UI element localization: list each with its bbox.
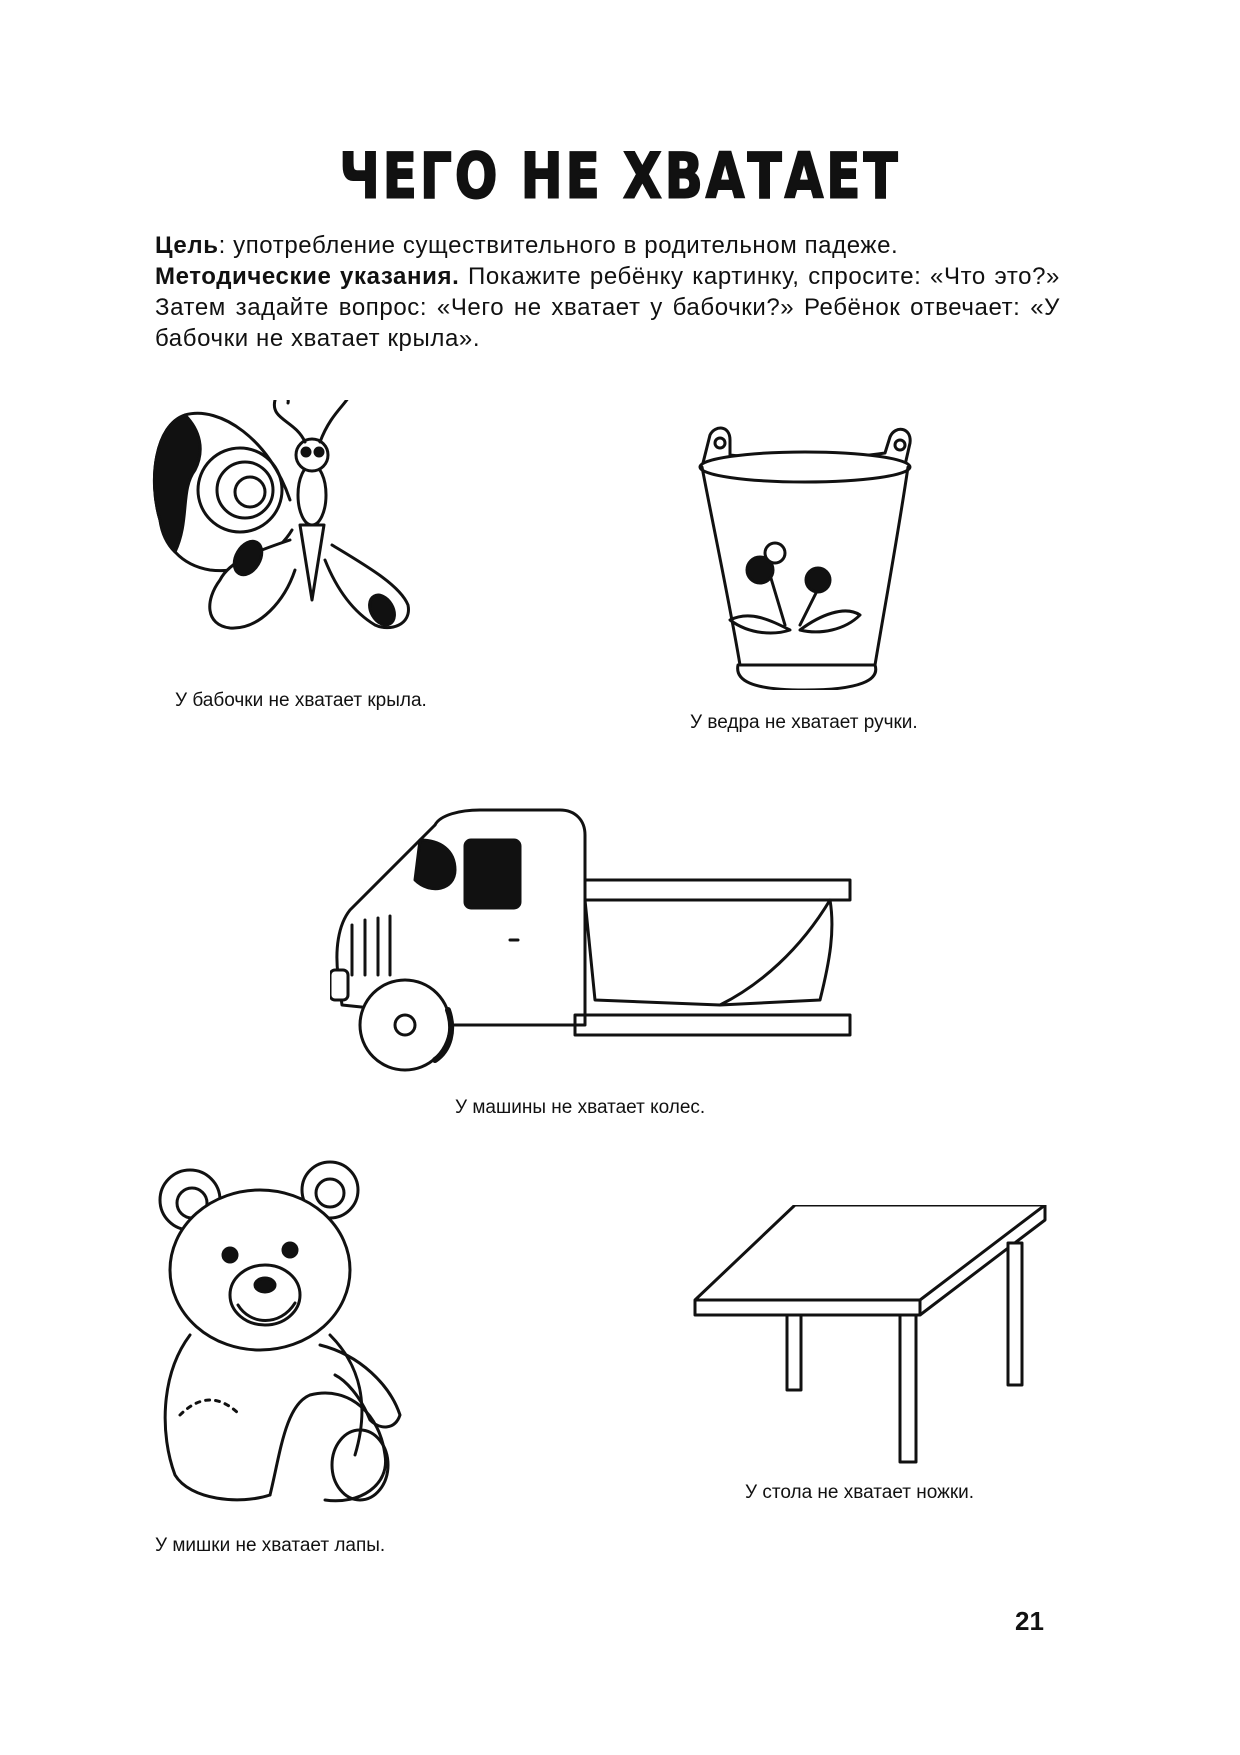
table-icon (690, 1205, 1050, 1470)
method-label: Методические указания. (155, 263, 460, 290)
goal-text: : употребление существительного в родительном падеже. (218, 232, 899, 259)
teddy-bear-caption: У мишки не хватает лапы. (155, 1535, 386, 1556)
page-number: 21 (1015, 1606, 1044, 1636)
truck-caption: У машины не хватает колес. (455, 1097, 706, 1118)
method-text: Покажите ребёнку картинку, спросите: «Что это?» Затем задайте вопрос: «Чего не хватает у бабочки?» Ребёнок отвечает: «У бабочки не хватает крыла». (155, 263, 1060, 352)
butterfly-caption: У бабочки не хватает крыла. (175, 690, 427, 711)
truck-icon (330, 800, 870, 1080)
instructions (155, 230, 1060, 354)
table-caption: У стола не хватает ножки. (745, 1482, 975, 1503)
teddy-bear-icon (150, 1155, 450, 1520)
goal-label: Цель (155, 232, 219, 259)
bucket-icon (690, 425, 930, 695)
method-paragraph (155, 261, 1060, 354)
bucket-caption: У ведра не хватает ручки. (690, 712, 918, 733)
butterfly-icon (150, 400, 460, 705)
page-title: ЧЕГО НЕ ХВАТАЕТ (339, 140, 901, 213)
goal-paragraph (155, 230, 1060, 261)
